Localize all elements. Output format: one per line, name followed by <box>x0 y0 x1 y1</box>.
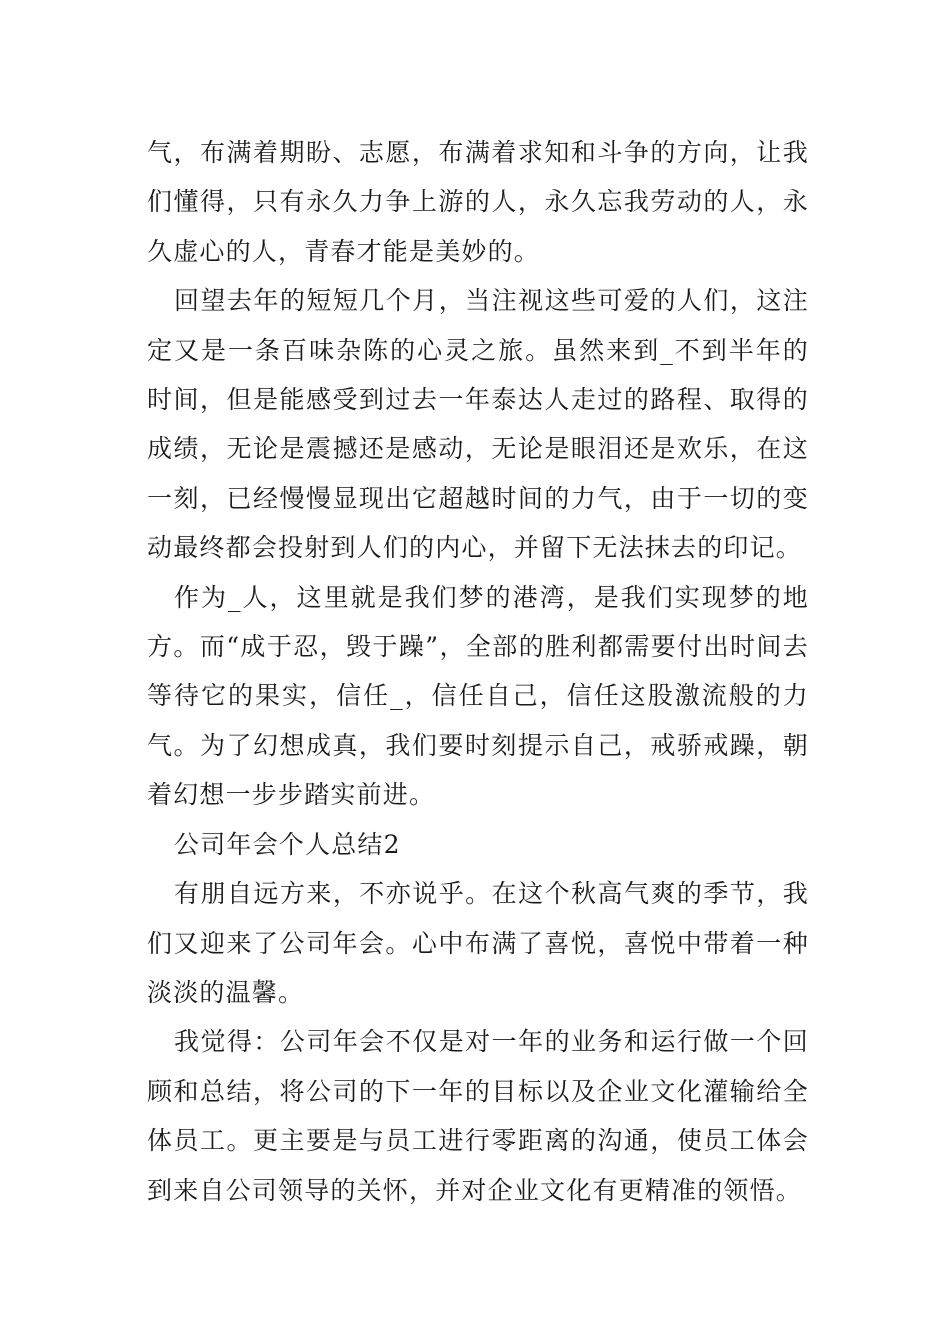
paragraph-3: 作为_人，这里就是我们梦的港湾，是我们实现梦的地方。而“成于忍，毁于躁”，全部的胜利都需要付出时间去等待它的果实，信任_，信任自己，信任这股激流般的力气。为了幻想成真，我们要时刻提示自己，戒骄戒躁，朝着幻想一步步踏实前进。 <box>147 582 809 810</box>
paragraph-5: 我觉得：公司年会不仅是对一年的业务和运行做一个回顾和总结，将公司的下一年的目标以及企业文化灌输给全体员工。更主要是与员工进行零距离的沟通，使员工体会到来自公司领导的关怀，并对企业文化有更精准的领悟。 <box>147 1027 809 1205</box>
paragraph-4: 有朋自远方来，不亦说乎。在这个秋高气爽的季节，我们又迎来了公司年会。心中布满了喜悦，喜悦中带着一种淡淡的温馨。 <box>147 879 809 1007</box>
paragraph-1: 气，布满着期盼、志愿，布满着求知和斗争的方向，让我们懂得，只有永久力争上游的人，永久忘我劳动的人，永久虚心的人，青春才能是美妙的。 <box>147 138 809 266</box>
paragraph-2: 回望去年的短短几个月，当注视这些可爱的人们，这注定又是一条百味杂陈的心灵之旅。虽然来到_不到半年的时间，但是能感受到过去一年泰达人走过的路程、取得的成绩，无论是震撼还是感动，无论是眼泪还是欢乐，在这一刻，已经慢慢显现出它超越时间的力气，由于一切的变动最终都会投射到人们的内心，并留下无法抹去的印记。 <box>147 286 809 563</box>
document-body <box>147 128 809 1215</box>
section-title: 公司年会个人总结2 <box>174 829 401 859</box>
